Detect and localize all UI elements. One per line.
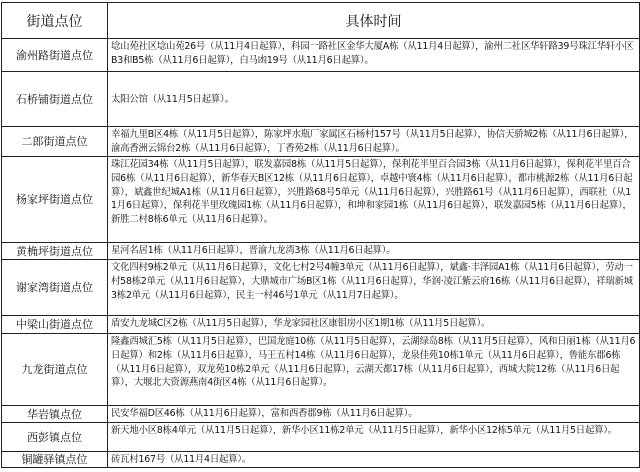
row-detail: 隆鑫西城汇5栋（从11月5日起算），巴国龙庭10栋（从11月5日起算），云湖绿岛8栋（从11月5日起算），风和日丽1栋（从11月6日起算）和2栋（从11月6日起算），马王五村14栋（从11月6日起算），龙泉佳苑10栋1单元（从11月6日起算），鲁能东郡6栋（从11月6日起算），双龙苑10栋2单元（从11月6日起算），云湖天都17栋（从11月6日起算），西城大院12栋（从11月6日起算），大堰北大资源燕南4街区4栋（从11月6日起算）。 (108, 334, 640, 406)
table-row (2, 316, 640, 334)
row-location: 铜罐驿镇点位 (2, 452, 108, 468)
row-location: 华岩镇点位 (2, 406, 108, 423)
row-detail: 砖瓦村167号（从11月4日起算）。 (108, 452, 640, 468)
table-row (2, 423, 640, 452)
header-detail: 具体时间 (108, 3, 640, 39)
notice-table (1, 2, 640, 468)
row-detail: 民安华福D区46栋（从11月6日起算），富和西香郡9栋（从11月6日起算）。 (108, 406, 640, 423)
row-location: 中梁山街道点位 (2, 316, 108, 334)
row-location: 黄桷坪街道点位 (2, 243, 108, 260)
table-row (2, 452, 640, 468)
table-row (2, 157, 640, 243)
table-row (2, 406, 640, 423)
table-row (2, 334, 640, 406)
header-location: 街道点位 (2, 3, 108, 39)
row-detail: 文化四村9栋2单元（从11月6日起算），文化七村2号4幢3单元（从11月6日起算），斌鑫·丰泽园A1栋（从11月6日起算），劳动一村58栋2单元（从11月6日起算），大鼎城市广场B区1栋（从11月6日起算），华润·凌江紫云府16栋（从11月6日起算），祥瑞新城3栋2单元（从11月6日起算），民主一村46号1单元（从11月7日起算）。 (108, 260, 640, 316)
row-detail: 珠江花园34栋（从11月5日起算），联发嘉园8栋（从11月5日起算），保利花半里百合园3栋（从11月6日起算），保利花半里百合园6栋（从11月6日起算），新华春天B区12栋（从11月6日起算），卓越中寰4栋（从11月6日起算），都市桃源2栋（从11月6日起算），斌鑫世纪城A1栋（从11月6日起算），兴胜路68号5单元（从11月6日起算），兴胜路61号（从11月6日起算），西联社（从11月6日起算），保利花半里玫瑰园1栋（从11月6日起算），和坤和家园1栋（从11月6日起算），联发嘉园5栋（从11月6日起算），新胜二村8栋6单元（从11月6日起算）。 (108, 157, 640, 243)
row-detail: 新天地小区8栋4单元（从11月5日起算），新华小区11栋2单元（从11月5日起算），新华小区12栋5单元（从11月5日起算）。 (108, 423, 640, 452)
row-location: 杨家坪街道点位 (2, 157, 108, 243)
table-row (2, 127, 640, 157)
row-location: 二郎街道点位 (2, 127, 108, 157)
table-row (2, 243, 640, 260)
row-detail: 太阳公馆（从11月5日起算）。 (108, 72, 640, 127)
row-detail: 盾安九龙城C区2栋（从11月5日起算），华龙家园社区康钼房小区1期1栋（从11月5日起算）。 (108, 316, 640, 334)
table-row (2, 39, 640, 72)
row-location: 石桥铺街道点位 (2, 72, 108, 127)
row-detail: 幸福九里B区4栋（从11月5日起算），陈家坪水瓶厂家属区石杨村157号（从11月5日起算），协信天骄城2栋（从11月6日起算），渝高香洲云锦台2栋（从11月6日起算），丁香苑2栋（从11月6日起算）。 (108, 127, 640, 157)
row-detail: 星河名居1栋（从11月6日起算），晋渝九龙湾3栋（从11月6日起算）。 (108, 243, 640, 260)
row-location: 谢家湾街道点位 (2, 260, 108, 316)
row-detail: 埝山苑社区埝山苑26号（从11月4日起算），科园一路社区金华大厦A栋（从11月4日起算），渝州二社区华轩路39号珠江华轩小区B3和B5栋（从11月6日起算），白马凼19号（从11月6日起算）。 (108, 39, 640, 72)
table-row (2, 260, 640, 316)
row-location: 渝州路街道点位 (2, 39, 108, 72)
row-location: 西彭镇点位 (2, 423, 108, 452)
table-header-row (2, 3, 640, 39)
row-location: 九龙街道点位 (2, 334, 108, 406)
table-row (2, 72, 640, 127)
